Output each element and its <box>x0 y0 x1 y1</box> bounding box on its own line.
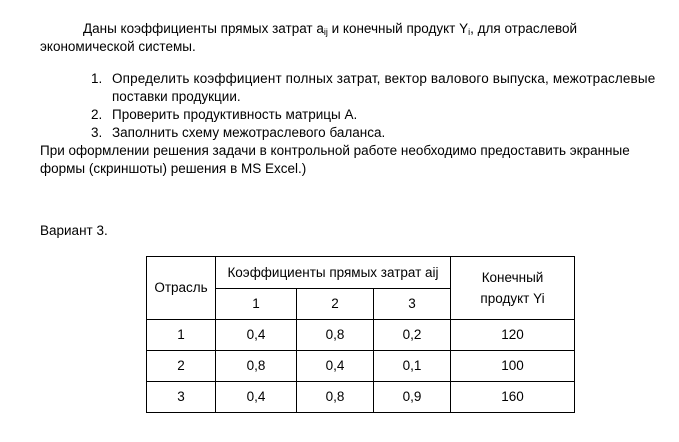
intro-text-1: Даны коэффициенты прямых затрат a <box>83 21 324 36</box>
table-row <box>147 320 575 351</box>
header-final-product <box>451 257 575 320</box>
variant-label: Вариант 3. <box>40 223 108 238</box>
note-line-1: При оформлении решения задачи в контрольной работе необходимо предоставить экранные <box>40 143 630 158</box>
header-coefficients: Коэффициенты прямых затрат aij <box>216 257 451 289</box>
intro-text-3: , для отраслевой <box>470 21 578 36</box>
task-number: 1. <box>91 71 103 86</box>
cell-a1: 0,4 <box>216 382 297 413</box>
table-header-row <box>147 257 575 289</box>
subheader-col-3: 3 <box>374 289 451 320</box>
subheader-col-2: 2 <box>297 289 374 320</box>
cell-branch: 3 <box>147 382 216 413</box>
task-number: 3. <box>91 125 103 140</box>
header-final-line-2: продукт Yi <box>480 291 545 306</box>
cell-branch: 2 <box>147 351 216 382</box>
header-final-line-1: Конечный <box>481 270 544 285</box>
cell-a1: 0,8 <box>216 351 297 382</box>
subscript-i: i <box>468 27 471 37</box>
cell-final: 120 <box>451 320 575 351</box>
cell-a3: 0,9 <box>374 382 451 413</box>
cell-final: 160 <box>451 382 575 413</box>
subheader-col-1: 1 <box>216 289 297 320</box>
table-row <box>147 382 575 413</box>
task-number: 2. <box>91 107 103 122</box>
note-line-2: формы (скриншоты) решения в MS Excel.) <box>40 161 307 176</box>
cell-branch: 1 <box>147 320 216 351</box>
cell-a2: 0,8 <box>297 320 374 351</box>
cell-a3: 0,1 <box>374 351 451 382</box>
cell-a2: 0,8 <box>297 382 374 413</box>
intro-text-2: и конечный продукт Y <box>327 21 469 36</box>
cell-a2: 0,4 <box>297 351 374 382</box>
cell-final: 100 <box>451 351 575 382</box>
task-text: Заполнить схему межотраслевого баланса. <box>112 125 386 140</box>
table-row <box>147 351 575 382</box>
header-branch: Отрасль <box>147 257 216 320</box>
subscript-ij: ij <box>323 27 328 37</box>
cell-a3: 0,2 <box>374 320 451 351</box>
intro-line-2: экономической системы. <box>40 39 196 54</box>
coefficients-table <box>146 256 575 413</box>
task-text-continued: поставки продукции. <box>112 89 241 104</box>
cell-a1: 0,4 <box>216 320 297 351</box>
task-text: Определить коэффициент полных затрат, вектор валового выпуска, межотраслевые <box>112 71 656 86</box>
task-text: Проверить продуктивность матрицы А. <box>112 107 358 122</box>
